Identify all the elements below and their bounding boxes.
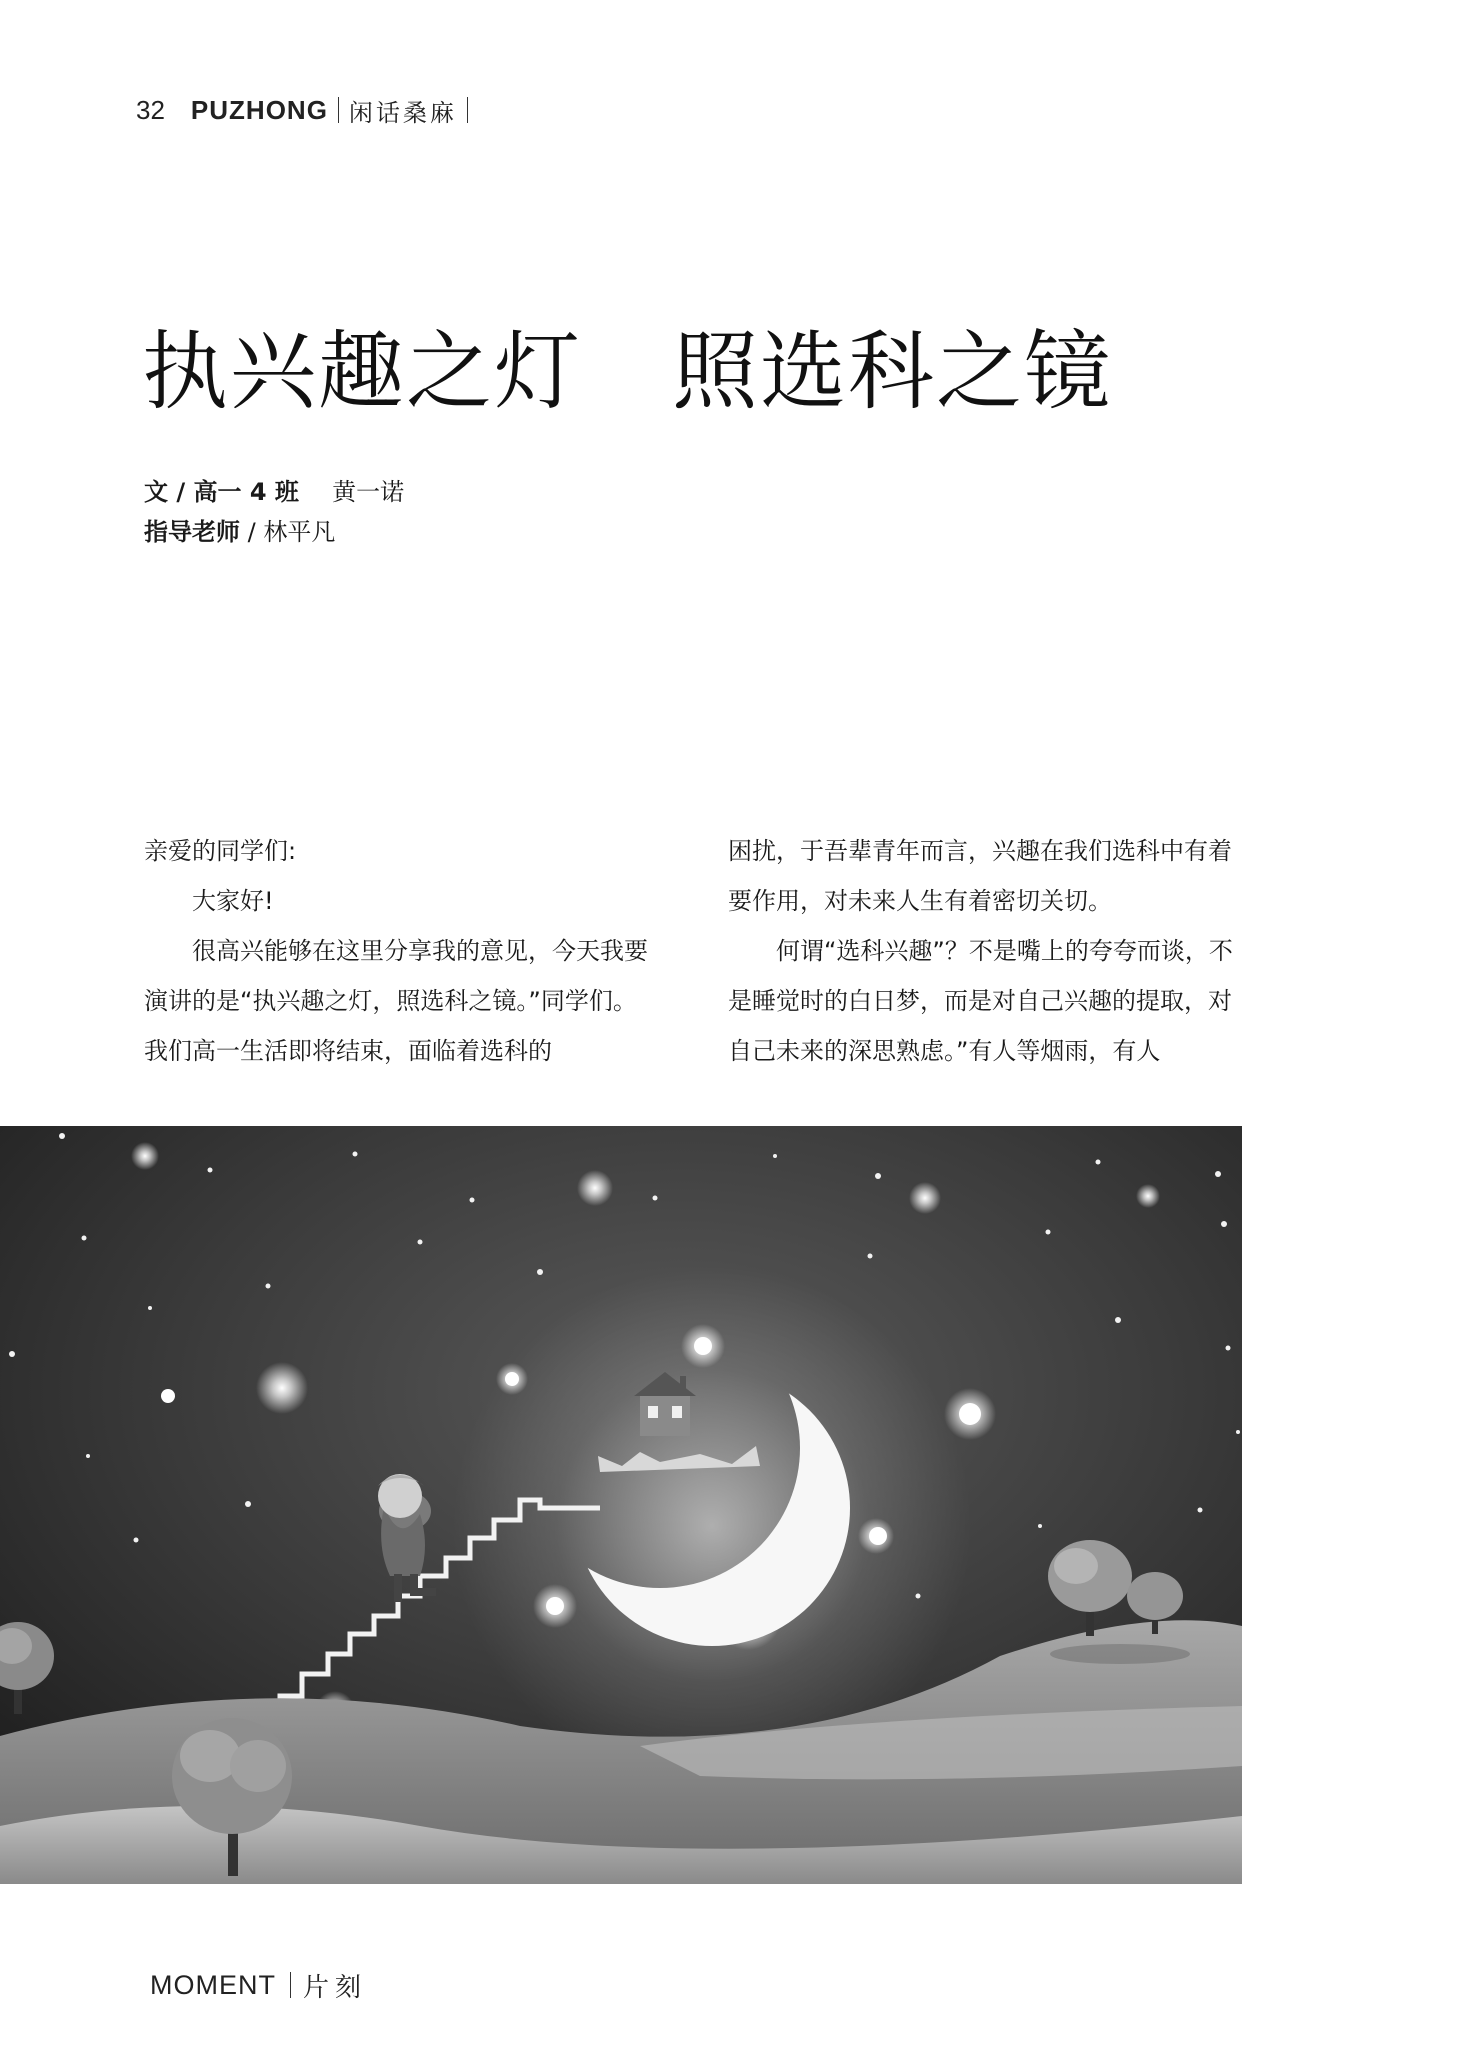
magazine-brand: PUZHONG bbox=[190, 94, 328, 125]
page-number: 32 bbox=[136, 94, 165, 125]
article-title bbox=[142, 302, 1112, 426]
author-line bbox=[144, 472, 404, 512]
paragraph: 亲爱的同学们: bbox=[144, 837, 297, 865]
paragraph: 大家好! bbox=[192, 887, 274, 915]
page-footer bbox=[150, 1968, 367, 2002]
paragraph: 困扰，于吾辈青年而言，兴趣在我们选科中有着要作用，对未来人生有着密切关切。 bbox=[728, 837, 1232, 915]
paragraph: 何谓“选科兴趣”？不是嘴上的夸夸而谈，不是睡觉时的白日梦，而是对自己兴趣的提取，对自己未来的深思熟虑。”有人等烟雨，有人 bbox=[728, 937, 1233, 1065]
text-column-left bbox=[144, 826, 656, 1076]
author-name: 黄一诺 bbox=[332, 478, 405, 506]
footer-section: 片刻 bbox=[302, 1972, 367, 2003]
byline bbox=[144, 472, 404, 552]
author-label: 文 / 高一 4 班 bbox=[144, 478, 299, 506]
teacher-label: 指导老师 bbox=[144, 518, 240, 546]
paragraph: 很高兴能够在这里分享我的意见，今天我要演讲的是“执兴趣之灯，照选科之镜。”同学们。我们高一生活即将结束，面临着选科的 bbox=[144, 937, 648, 1065]
divider bbox=[338, 97, 339, 123]
divider bbox=[290, 1972, 291, 1998]
title-part-1: 执兴趣之灯 bbox=[142, 322, 582, 422]
illustration-moon-stairs bbox=[0, 1126, 1242, 1884]
title-part-2: 照选科之镜 bbox=[672, 322, 1112, 422]
page-header bbox=[136, 92, 478, 128]
teacher-line bbox=[144, 512, 404, 552]
divider bbox=[467, 97, 468, 123]
text-column-right bbox=[728, 826, 1240, 1076]
section-name: 闲话桑麻 bbox=[348, 98, 457, 127]
teacher-name: / 林平凡 bbox=[247, 518, 336, 546]
footer-label: MOMENT bbox=[150, 1969, 276, 2000]
